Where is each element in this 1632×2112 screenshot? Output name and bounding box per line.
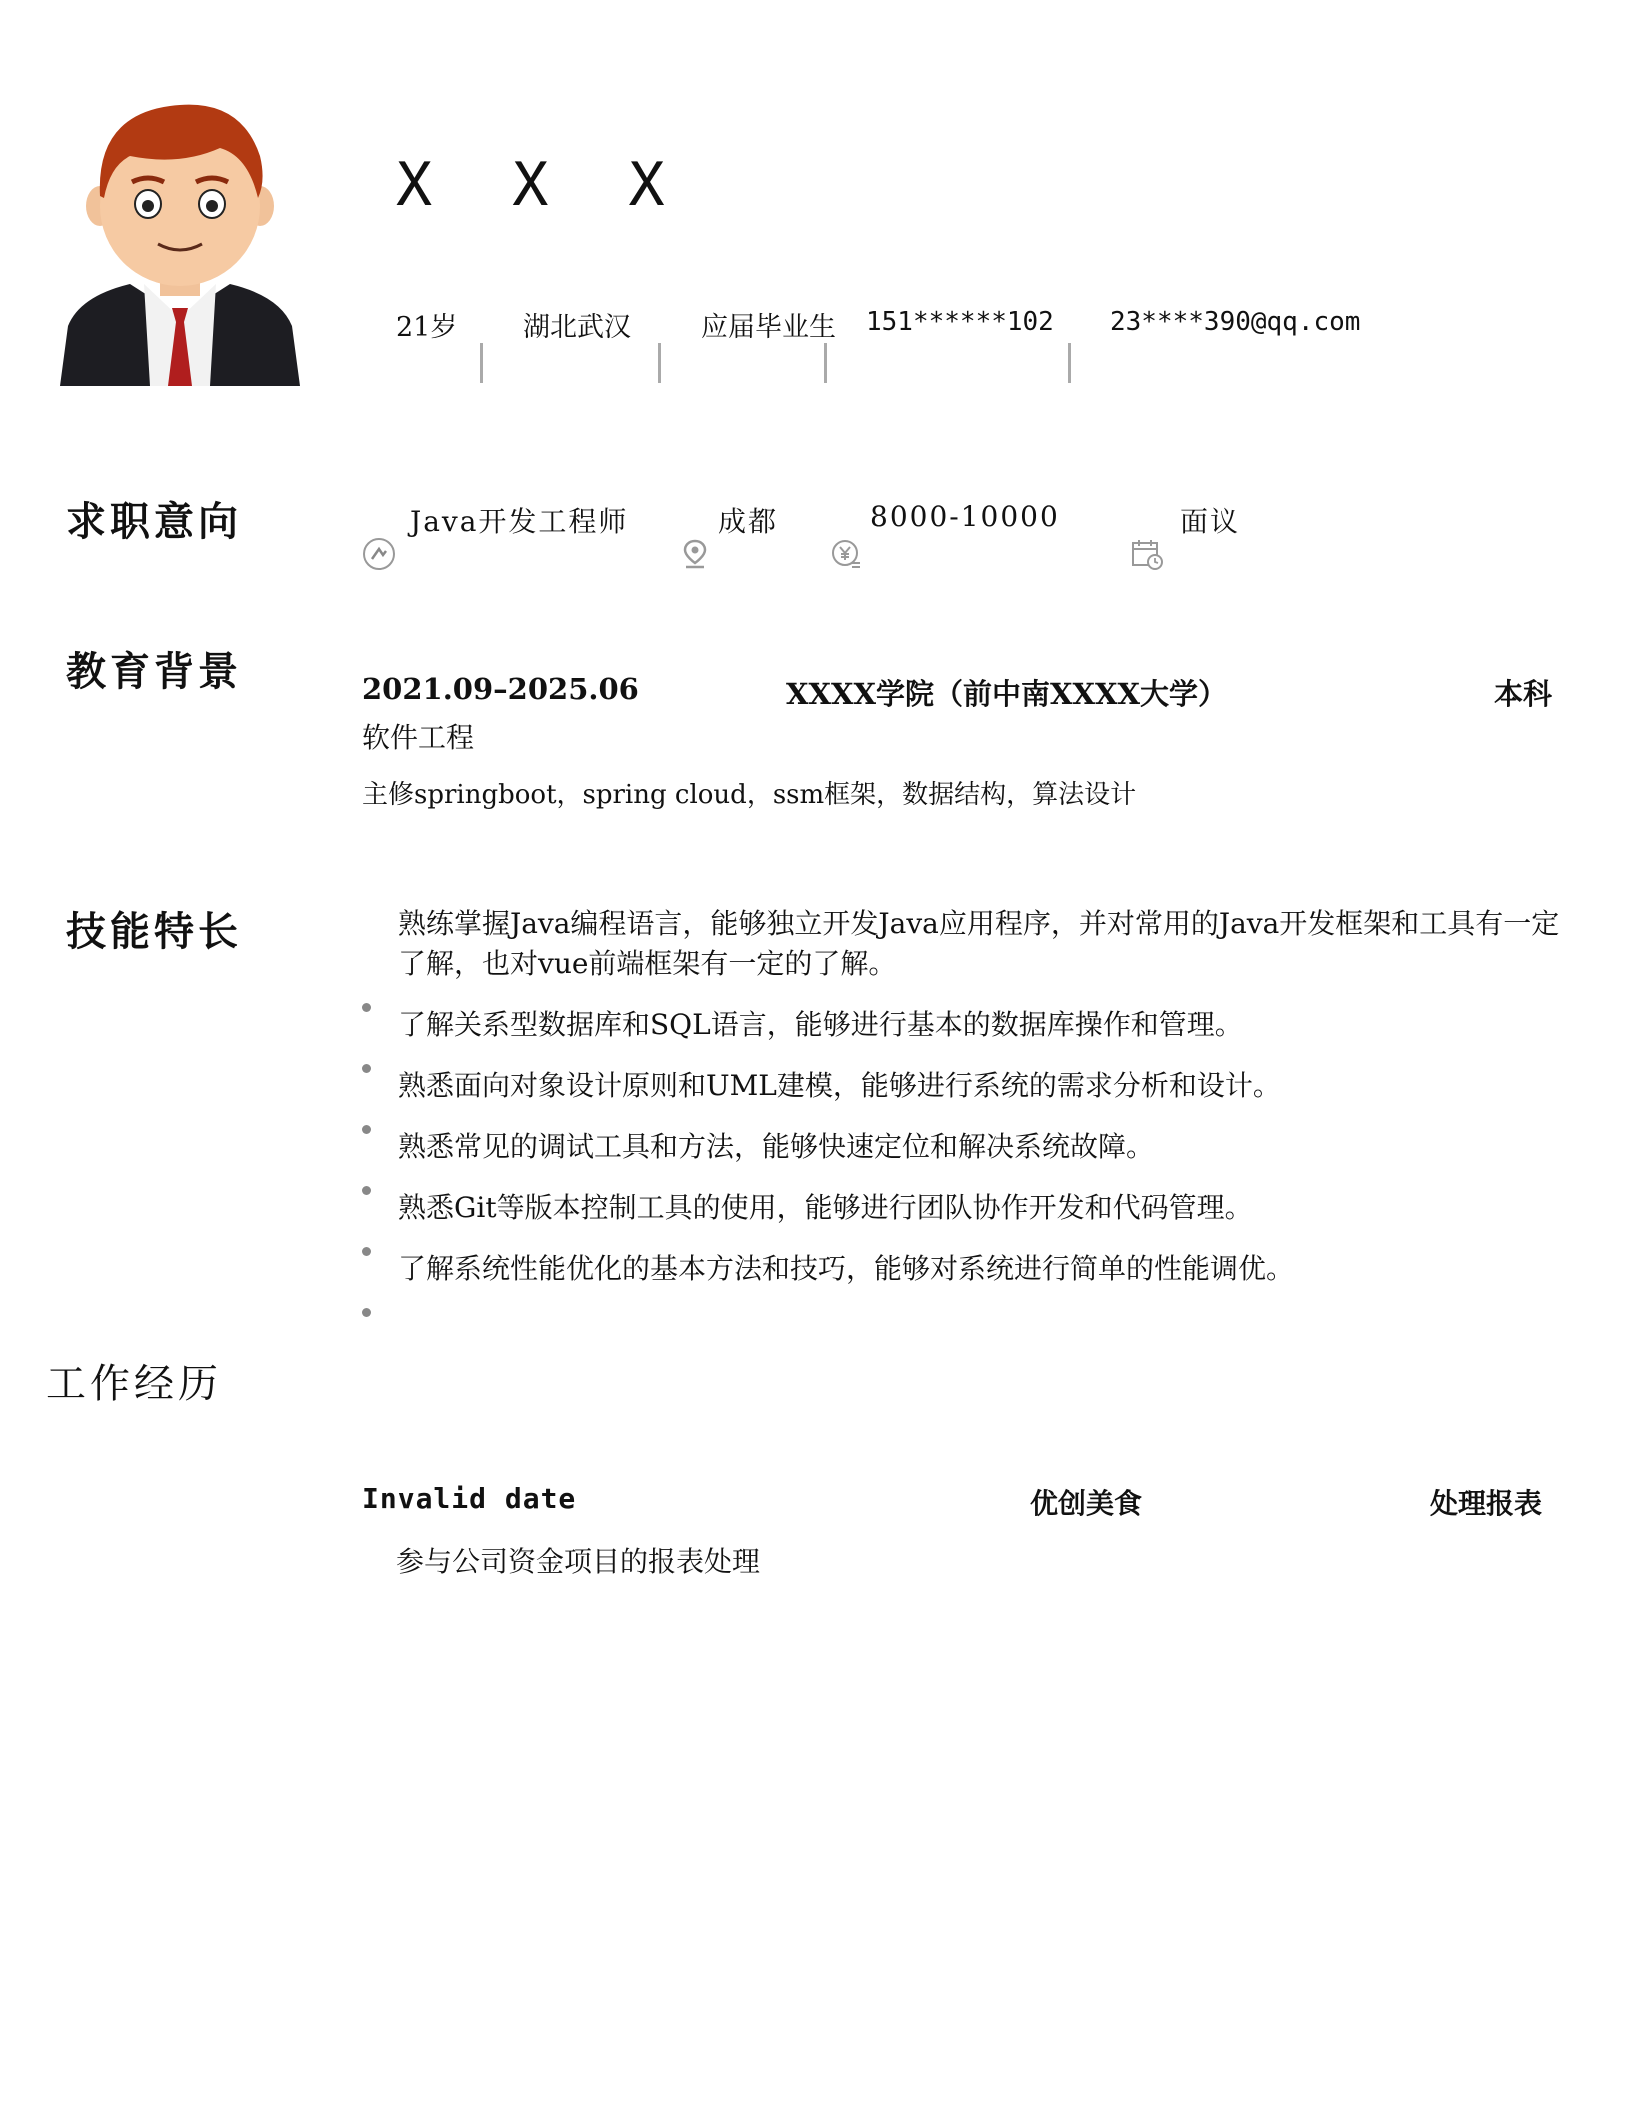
avatar	[60, 86, 300, 386]
intent-salary: 8000-10000	[870, 500, 1060, 533]
section-title-skills: 技能特长	[66, 909, 242, 955]
skill-item: 熟悉面向对象设计原则和UML建模，能够进行系统的需求分析和设计。	[352, 1066, 1562, 1106]
briefcase-icon	[362, 537, 396, 571]
education-school: XXXX学院（前中南XXXX大学）	[786, 677, 1228, 711]
info-separator	[658, 343, 661, 383]
skills-list	[352, 904, 1562, 1310]
section-title-work: 工作经历	[46, 1361, 222, 1407]
info-separator	[1068, 343, 1071, 383]
location-pin-icon	[678, 537, 712, 571]
info-age: 21岁	[396, 312, 458, 343]
intent-position: Java开发工程师	[410, 505, 629, 538]
work-description: 参与公司资金项目的报表处理	[396, 1545, 761, 1578]
skill-item: 了解关系型数据库和SQL语言，能够进行基本的数据库操作和管理。	[352, 1005, 1562, 1045]
work-role: 处理报表	[1430, 1487, 1543, 1520]
work-company: 优创美食	[1030, 1487, 1143, 1520]
skill-item: 熟练掌握Java编程语言，能够独立开发Java应用程序，并对常用的Java开发框架和工具有一定了解，也对vue前端框架有一定的了解。	[352, 904, 1562, 984]
yen-icon	[830, 537, 864, 571]
info-email: 23****390@qq.com	[1110, 307, 1361, 337]
info-phone: 151******102	[866, 307, 1054, 337]
skill-item: 熟悉Git等版本控制工具的使用，能够进行团队协作开发和代码管理。	[352, 1188, 1562, 1228]
education-major: 软件工程	[362, 721, 475, 754]
education-period: 2021.09–2025.06	[362, 672, 639, 706]
skill-item: 了解系统性能优化的基本方法和技巧，能够对系统进行简单的性能调优。	[352, 1249, 1562, 1289]
info-status: 应届毕业生	[701, 312, 836, 343]
intent-city: 成都	[718, 505, 779, 538]
skill-item: 熟悉常见的调试工具和方法，能够快速定位和解决系统故障。	[352, 1127, 1562, 1167]
section-title-education: 教育背景	[66, 649, 242, 695]
bullet-icon	[362, 1308, 371, 1317]
intent-interview: 面议	[1180, 505, 1241, 538]
info-location: 湖北武汉	[523, 312, 631, 343]
info-separator	[480, 343, 483, 383]
work-date: Invalid date	[362, 1482, 577, 1515]
candidate-name: X X X	[396, 150, 687, 220]
calendar-icon	[1130, 537, 1164, 571]
info-separator	[824, 343, 827, 383]
education-courses: 主修springboot，spring cloud，ssm框架，数据结构，算法设计	[362, 780, 1137, 810]
education-degree: 本科	[1494, 677, 1553, 711]
section-title-intent: 求职意向	[66, 499, 242, 545]
